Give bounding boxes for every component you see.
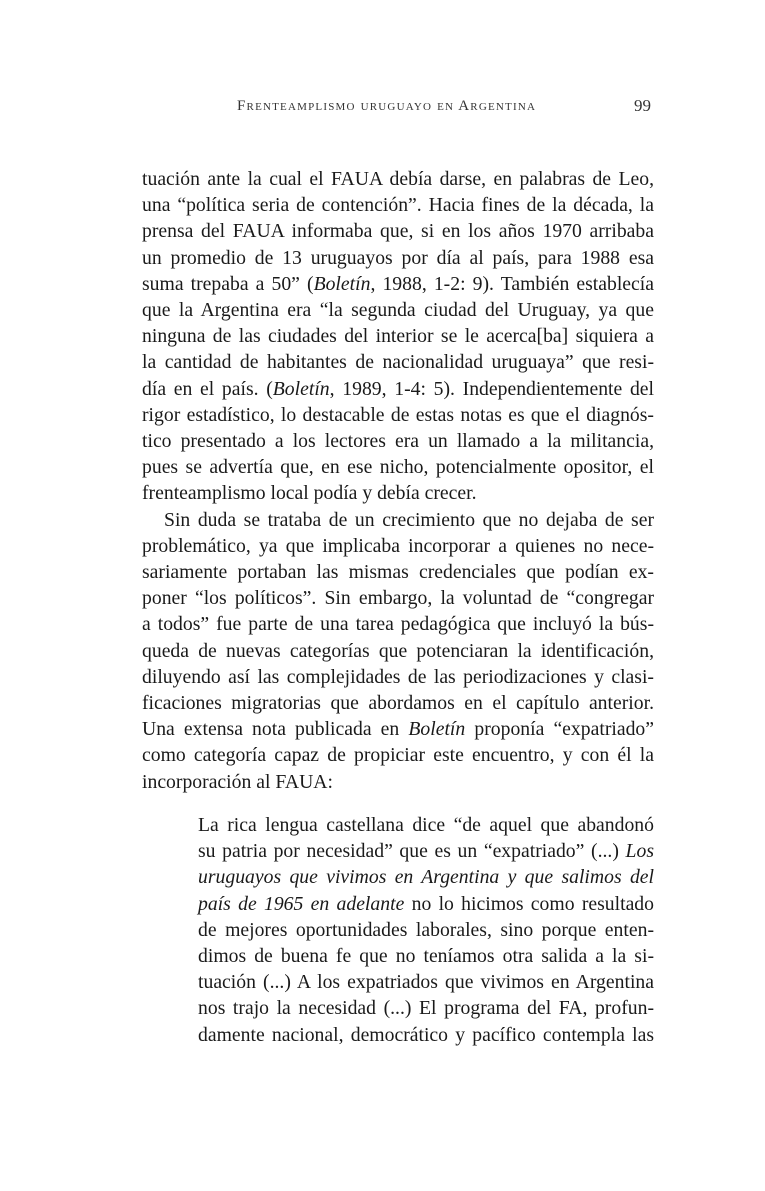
quote-line: su patria por necesidad” que es un “expatriado” (...) Los [198, 840, 654, 863]
block-quote [198, 812, 654, 1048]
text-line: una “política seria de contención”. Hacia fines de la década, la [142, 194, 654, 217]
text-line: diluyendo así las complejidades de las periodizaciones y clasi- [142, 665, 654, 688]
quote-line: dimos de buena fe que no teníamos otra salida a la si- [198, 945, 654, 968]
text-line: Una extensa nota publicada en Boletín proponía “expatriado” [142, 718, 655, 741]
quote-line: nos trajo la necesidad (...) El programa del FA, profun- [198, 997, 654, 1020]
text-line: poner “los políticos”. Sin embargo, la voluntad de “congregar [142, 587, 654, 610]
text-line: que la Argentina era “la segunda ciudad del Uruguay, ya que [142, 299, 654, 322]
text-line: la cantidad de habitantes de nacionalidad uruguaya” que resi- [142, 351, 654, 374]
body-text [142, 166, 654, 795]
text-line: a todos” fue parte de una tarea pedagógica que incluyó la bús- [142, 613, 654, 636]
page-number: 99 [634, 96, 651, 115]
quote-line: La rica lengua castellana dice “de aquel que abandonó [198, 814, 654, 836]
paragraph-2 [142, 507, 654, 795]
text-line: tico presentado a los lectores era un llamado a la militancia, [142, 430, 654, 453]
text-line: incorporación al FAUA: [142, 770, 333, 793]
text-line: tuación ante la cual el FAUA debía darse, en palabras de Leo, [142, 168, 654, 190]
text-line: rigor estadístico, lo destacable de estas notas es que el diagnós- [142, 403, 654, 426]
text-line: sariamente portaban las mismas credenciales que podían ex- [142, 561, 654, 584]
text-line: como categoría capaz de propiciar este encuentro, y con él la [142, 744, 654, 767]
quote-line: uruguayos que vivimos en Argentina y que salimos del [198, 866, 654, 889]
text-line: pues se advertía que, en ese nicho, potencialmente opositor, el [142, 456, 654, 479]
text-line: ninguna de las ciudades del interior se le acerca[ba] siquiera a [142, 325, 654, 348]
text-line: Sin duda se trataba de un crecimiento que no dejaba de ser [164, 508, 654, 531]
text-line: un promedio de 13 uruguayos por día al país, para 1988 esa [142, 246, 654, 269]
text-line: problemático, ya que implicaba incorporar a quienes no nece- [142, 534, 654, 557]
paragraph-1 [142, 166, 654, 507]
quote-line: país de 1965 en adelante no lo hicimos como resultado [198, 892, 654, 915]
text-line: día en el país. (Boletín, 1989, 1-4: 5). Independientemente del [142, 377, 654, 400]
quote-line: tuación (...) A los expatriados que vivimos en Argentina [198, 971, 654, 994]
quote-line: damente nacional, democrático y pacífico contempla las [198, 1023, 654, 1046]
text-line: prensa del FAUA informaba que, si en los años 1970 arribaba [142, 220, 654, 243]
running-title: Frenteamplismo uruguayo en Argentina [237, 98, 537, 114]
text-line: frenteamplismo local podía y debía crecer. [142, 482, 477, 505]
text-line: suma trepaba a 50” (Boletín, 1988, 1-2: 9). También establecía [142, 272, 654, 295]
text-line: ficaciones migratorias que abordamos en el capítulo anterior. [142, 692, 654, 715]
quote-line: de mejores oportunidades laborales, sino porque enten- [198, 918, 654, 941]
text-line: queda de nuevas categorías que potenciaran la identificación, [142, 639, 654, 662]
